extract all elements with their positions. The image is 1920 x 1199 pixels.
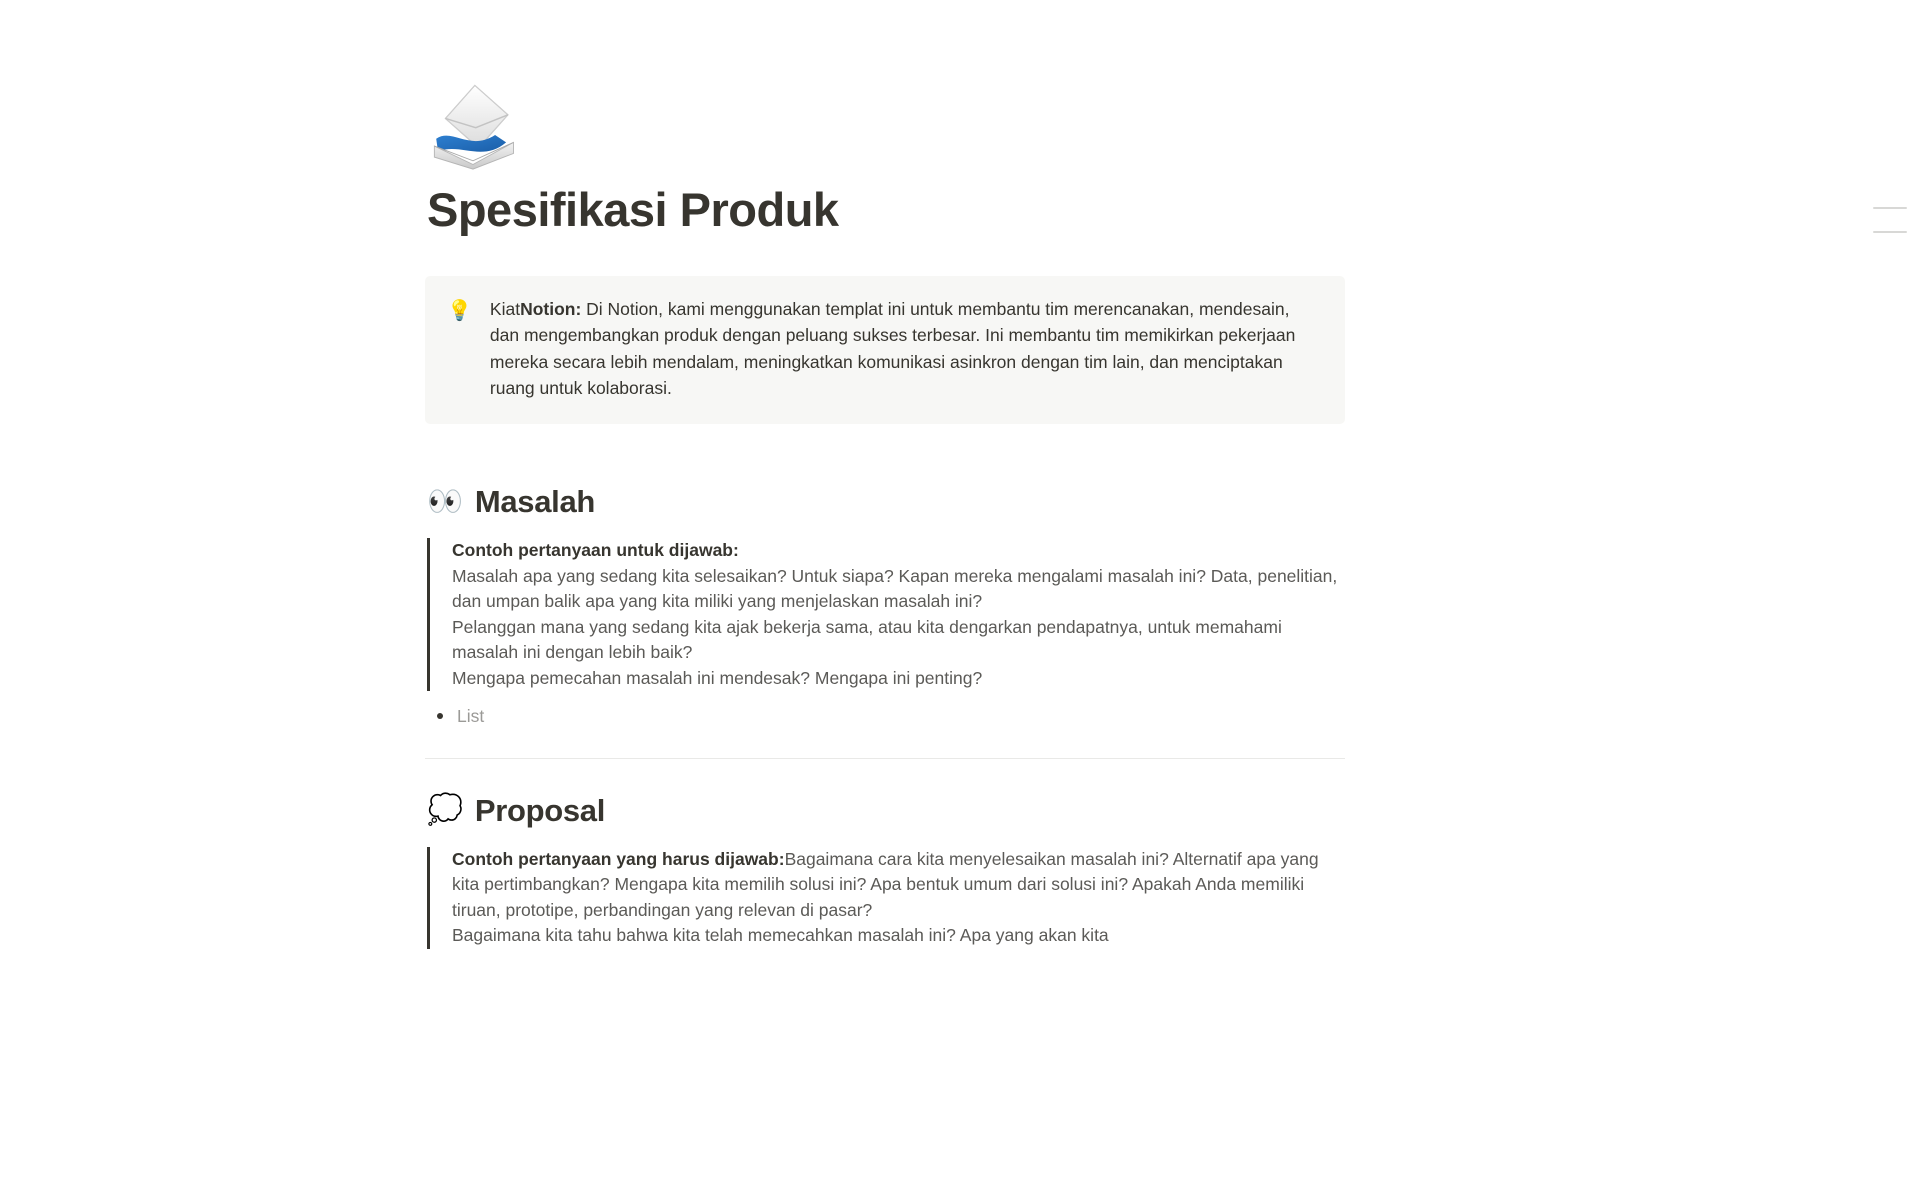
quote-lead-inline: Bagaimana cara kita menyelesaikan masalah ini? Alternatif apa yang kita pertimbangkan? Mengapa kita memilih solusi ini? Apa bentuk umum dari solusi ini? Apakah Anda memiliki tiruan, prototipe, perbandingan yang relevan di pasar?	[452, 848, 1319, 920]
bullet-list-masalah	[429, 701, 1345, 731]
inbox-tray-icon[interactable]	[427, 78, 519, 170]
quote-lead-bold: Contoh pertanyaan yang harus dijawab:	[452, 848, 785, 869]
quote-masalah	[427, 538, 1345, 691]
section-title-proposal: Proposal	[474, 792, 606, 828]
callout-bold-label: Notion:	[520, 298, 582, 319]
quote-line: Masalah apa yang sedang kita selesaikan? Untuk siapa? Kapan mereka mengalami masalah ini? Data, penelitian, dan umpan balik apa yang kita miliki yang menjelaskan masalah ini?	[452, 565, 1338, 612]
eyes-icon: 👀	[427, 485, 463, 518]
quote-lead-proposal	[452, 847, 1345, 924]
quote-lead-masalah: Contoh pertanyaan untuk dijawab:	[452, 540, 739, 561]
callout-body: Di Notion, kami menggunakan templat ini untuk membantu tim merencanakan, mendesain, dan mengembangkan produk dengan peluang sukses terbesar. Ini membantu tim memikirkan pekerjaan mereka secara lebih mendalam, meningkatkan komunikasi asinkron dengan tim lain, dan menciptakan ruang untuk kolaborasi.	[489, 298, 1296, 399]
callout-prefix: Kiat	[489, 298, 521, 319]
scroll-mark-1	[1873, 207, 1907, 209]
thought-balloon-icon: 💭	[427, 794, 463, 827]
section-heading-proposal	[425, 793, 1345, 829]
scroll-marks	[1873, 207, 1907, 233]
bottom-spacer	[425, 955, 1345, 1015]
scroll-mark-2	[1873, 231, 1907, 233]
list-item-label: List	[457, 706, 485, 727]
section-heading-masalah	[425, 484, 1345, 520]
quote-proposal	[427, 847, 1345, 949]
page-title: Spesifikasi Produk	[427, 183, 839, 236]
quote-line: Bagaimana kita tahu bahwa kita telah memecahkan masalah ini? Apa yang akan kita	[452, 925, 1109, 946]
bullet-dot-icon	[437, 713, 443, 719]
section-divider	[425, 758, 1345, 759]
section-title-masalah: Masalah	[474, 484, 596, 520]
quote-line: Pelanggan mana yang sedang kita ajak bekerja sama, atau kita dengarkan pendapatnya, untuk memahami masalah ini dengan lebih baik?	[452, 616, 1282, 663]
document-content	[425, 0, 1345, 1015]
list-item[interactable]	[429, 701, 1345, 731]
quote-line: Mengapa pemecahan masalah ini mendesak? Mengapa ini penting?	[452, 667, 983, 688]
tip-callout	[425, 276, 1345, 424]
light-bulb-icon: 💡	[447, 299, 472, 322]
callout-text	[490, 296, 1323, 402]
